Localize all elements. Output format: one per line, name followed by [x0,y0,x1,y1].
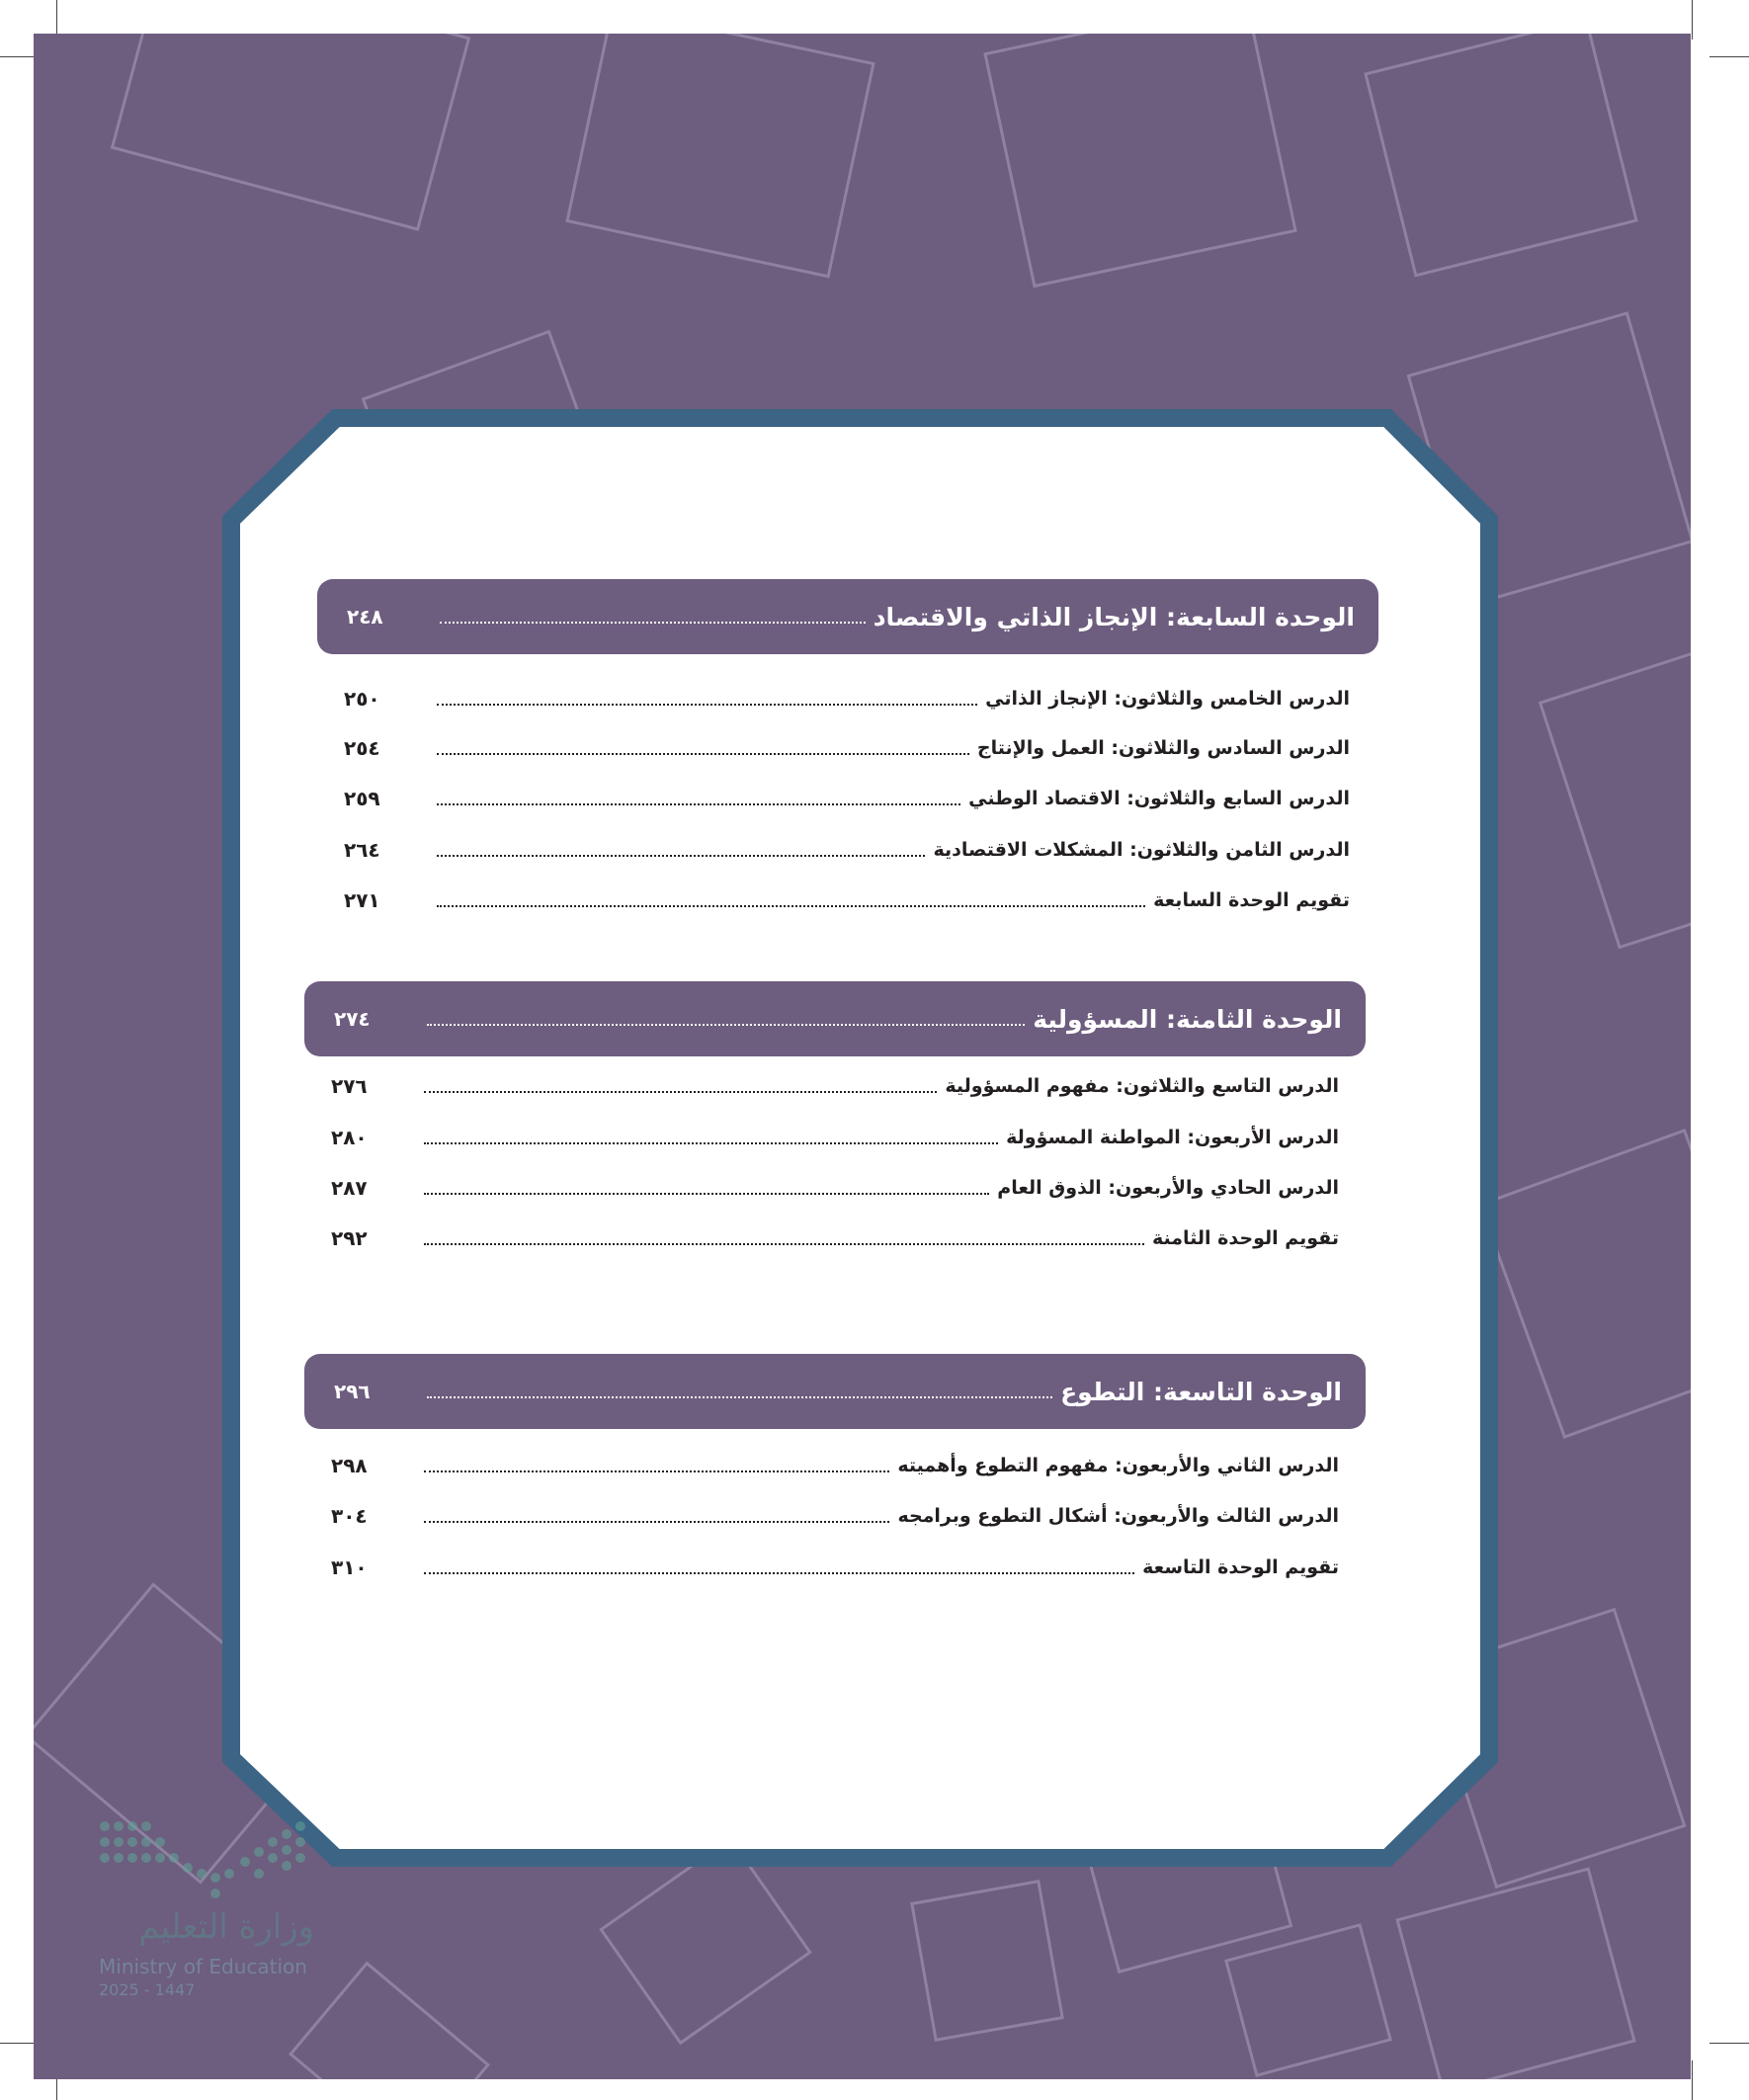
lesson-row[interactable] [344,779,1350,818]
page-number: ٢٩٢ [331,1226,368,1250]
unit-review-row[interactable] [344,881,1350,920]
unit-header-bar [304,1354,1366,1429]
dot-leader [424,1193,989,1195]
lesson-title: الدرس السادس والثلاثون: العمل والإنتاج [976,737,1350,759]
page-number: ٢٦٤ [344,838,380,862]
dot-leader [437,803,960,805]
dot-leader [437,704,977,706]
page-number: ٢٥٩ [344,787,380,810]
page-number: ٢٨٠ [331,1126,368,1149]
unit-header[interactable] [334,999,1342,1039]
lesson-title: الدرس الثالث والأربعون: أشكال التطوع وبرامجه [897,1505,1339,1527]
unit-header-bar [317,579,1378,654]
dot-leader [437,753,969,755]
dot-leader [424,1142,998,1144]
unit-header[interactable] [347,597,1355,636]
unit-review-row[interactable] [331,1218,1339,1258]
dot-leader [424,1521,889,1523]
dot-leader [424,1243,1144,1245]
lesson-row[interactable] [331,1168,1339,1208]
lesson-row[interactable] [331,1066,1339,1106]
unit-title: الوحدة السابعة: الإنجاز الذاتي والاقتصاد [873,602,1355,631]
lesson-title: تقويم الوحدة الثامنة [1151,1227,1339,1249]
page-number: ٢٩٨ [331,1454,368,1477]
lesson-row[interactable] [331,1118,1339,1157]
lesson-title: الدرس التاسع والثلاثون: مفهوم المسؤولية [945,1075,1339,1097]
lesson-row[interactable] [331,1446,1339,1485]
lesson-title: الدرس الثاني والأربعون: مفهوم التطوع وأهميته [897,1455,1339,1476]
unit-title: الوحدة التاسعة: التطوع [1060,1377,1342,1406]
dot-leader [424,1091,937,1093]
dot-leader [427,1024,1025,1026]
page-number: ٢٥٤ [344,736,380,760]
lesson-title: تقويم الوحدة السابعة [1153,889,1350,911]
page-number: ٢٧٤ [334,1007,371,1031]
logo-dots-icon [97,1816,314,1905]
lesson-row[interactable] [344,728,1350,768]
logo-year-text: 2025 - 1447 [99,1980,196,1999]
lesson-title: الدرس الثامن والثلاثون: المشكلات الاقتصادية [933,839,1350,861]
lesson-row[interactable] [344,679,1350,718]
dot-leader [427,1396,1052,1398]
dot-leader [437,905,1145,907]
lesson-title: تقويم الوحدة التاسعة [1142,1556,1339,1578]
logo-english-text: Ministry of Education [99,1955,307,1978]
page-number: ٢٨٧ [331,1176,368,1200]
lesson-title: الدرس الخامس والثلاثون: الإنجاز الذاتي [985,688,1350,710]
page-number: ٢٩٦ [334,1380,371,1403]
ministry-logo [97,1816,324,2014]
unit-title: الوحدة الثامنة: المسؤولية [1033,1004,1342,1034]
lesson-title: الدرس الأربعون: المواطنة المسؤولة [1006,1127,1339,1148]
unit-review-row[interactable] [331,1548,1339,1587]
page-number: ٢٤٨ [347,605,383,629]
dot-leader [424,1470,889,1472]
lesson-row[interactable] [331,1496,1339,1536]
lesson-row[interactable] [344,830,1350,870]
dot-leader [437,855,925,857]
page-number: ٢٥٠ [344,687,380,711]
dot-leader [424,1572,1134,1574]
page-number: ٣١٠ [331,1555,368,1579]
unit-header[interactable] [334,1372,1342,1411]
unit-header-bar [304,981,1366,1056]
lesson-title: الدرس الحادي والأربعون: الذوق العام [997,1177,1339,1199]
page-number: ٢٧١ [344,888,380,912]
page-number: ٣٠٤ [331,1504,368,1528]
logo-arabic-text: وزارة التعليم [138,1907,314,1947]
dot-leader [440,622,866,624]
lesson-title: الدرس السابع والثلاثون: الاقتصاد الوطني [968,788,1350,809]
page-number: ٢٧٦ [331,1074,368,1098]
